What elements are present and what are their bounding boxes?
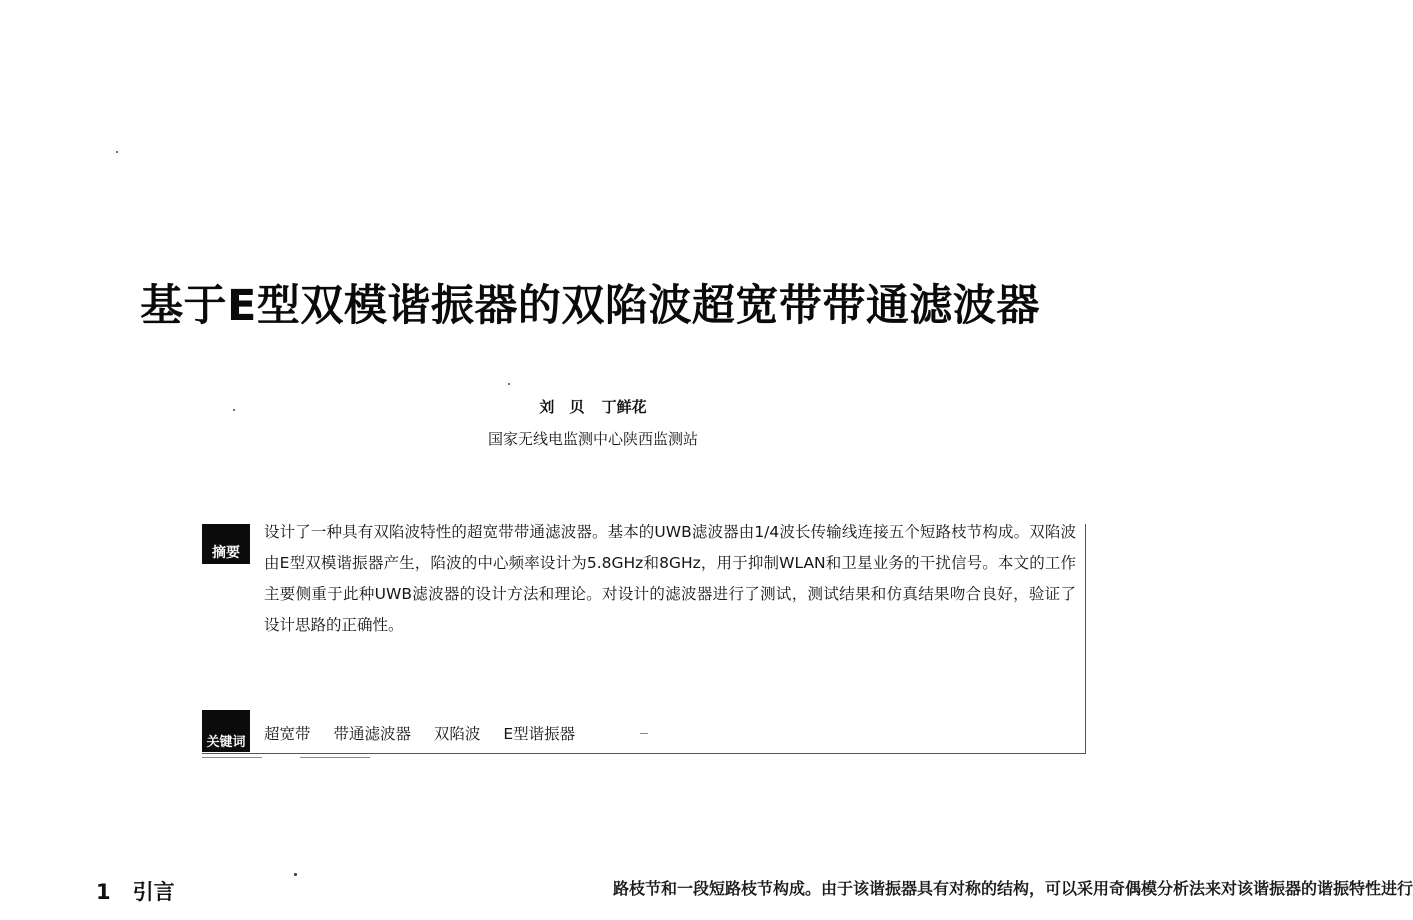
- section-heading: [96, 876, 175, 906]
- scan-dash: [640, 733, 648, 734]
- scan-speck: [233, 409, 235, 411]
- keyword: E型谐振器: [503, 725, 576, 743]
- abstract-tag: 摘要: [202, 524, 250, 564]
- author-name: 丁鲜花: [601, 398, 647, 416]
- right-column-text: 路枝节和一段短路枝节构成。由于该谐振器具有对称的结构，可以采用奇偶模分析法来对该谐振器的谐振特性进行: [613, 879, 1413, 898]
- affiliation: 国家无线电监测中心陕西监测站: [487, 430, 698, 448]
- paper-title: 基于E型双模谐振器的双陷波超宽带带通滤波器: [140, 281, 1040, 331]
- scan-speck: [508, 383, 510, 385]
- abstract-text: 设计了一种具有双陷波特性的超宽带带通滤波器。基本的UWB滤波器由1/4波长传输线连接五个短路枝节构成。双陷波由E型双模谐振器产生，陷波的中心频率设计为5.8GHz和8GHz，用于抑制WLAN和卫星业务的干扰信号。本文的工作主要侧重于此种UWB滤波器的设计方法和理论。对设计的滤波器进行了测试，测试结果和仿真结果吻合良好，验证了设计思路的正确性。: [264, 523, 1076, 634]
- author-list: [0, 396, 1186, 417]
- scan-speck: [294, 873, 297, 876]
- scan-speck: [116, 151, 118, 153]
- scan-dash: [202, 757, 262, 758]
- keyword: 带通滤波器: [333, 725, 411, 743]
- keywords-tag: 关键词: [202, 710, 250, 752]
- section-number: 1: [96, 880, 111, 904]
- section-title: 引言: [132, 880, 175, 904]
- keyword: 超宽带: [264, 725, 311, 743]
- scan-dash: [300, 757, 370, 758]
- keyword-list: [264, 722, 593, 744]
- keyword: 双陷波: [433, 725, 481, 743]
- author-name: 刘 贝: [539, 398, 585, 416]
